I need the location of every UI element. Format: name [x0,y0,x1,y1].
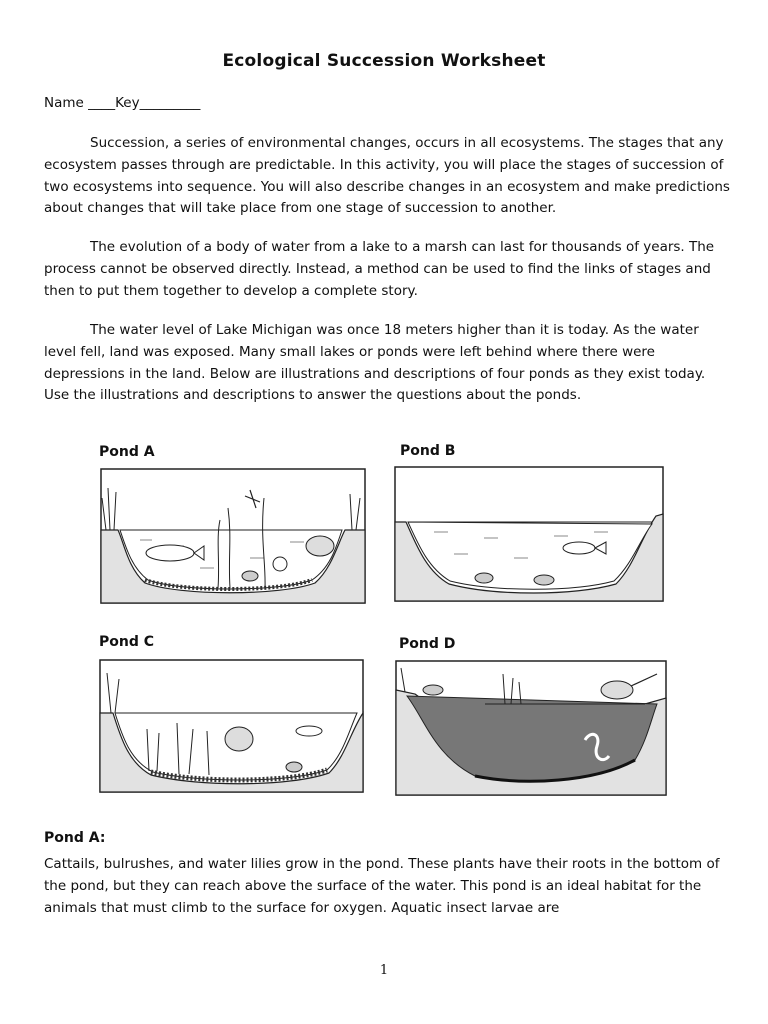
evolution-paragraph-text: The evolution of a body of water from a lake to a marsh can last for thousands of years. The process cannot be observed directly. Instead, a method can be used to find the links of stages and then to put them together to develop a complete story. [44,239,715,299]
worksheet-title: Ecological Succession Worksheet [222,51,546,71]
pond-d-illustration [395,660,667,796]
pond-a-illustration [100,468,366,604]
pond-c-illustration [99,659,364,793]
intro-paragraph [44,133,734,220]
page-number: 1 [379,963,389,978]
pond-d-label: Pond D [399,636,456,652]
pond-b-label: Pond B [400,443,456,459]
lake-michigan-paragraph-text: The water level of Lake Michigan was once 18 meters higher than it is today. As the water level fell, land was exposed. Many small lakes or ponds were left behind where there were depressions in the land. Below are illustrations and descriptions of four ponds as they exist today. Use the illustrations and descriptions to answer the questions about the ponds. [44,322,706,404]
lake-michigan-paragraph [44,320,734,407]
pond-a-description: Cattails, bulrushes, and water lilies grow in the pond. These plants have their roots in the bottom of the pond, but they can reach above the surface of the water. This pond is an ideal habitat for the animals that must climb to the surface for oxygen. Aquatic insect larvae are [44,856,720,916]
pond-c-label: Pond C [99,634,155,650]
name-line: Name ____Key_________ [44,95,201,111]
pond-a-section-heading: Pond A: [44,830,106,846]
pond-a-label: Pond A [99,444,155,460]
evolution-paragraph [44,237,734,302]
intro-paragraph-text: Succession, a series of environmental changes, occurs in all ecosystems. The stages that any ecosystem passes through are predictable. In this activity, you will place the stages of succession of two ecosystems into sequence. You will also describe changes in an ecosystem and make predictions about changes that will take place from one stage of succession to another. [44,135,730,217]
pond-b-illustration [394,466,664,602]
